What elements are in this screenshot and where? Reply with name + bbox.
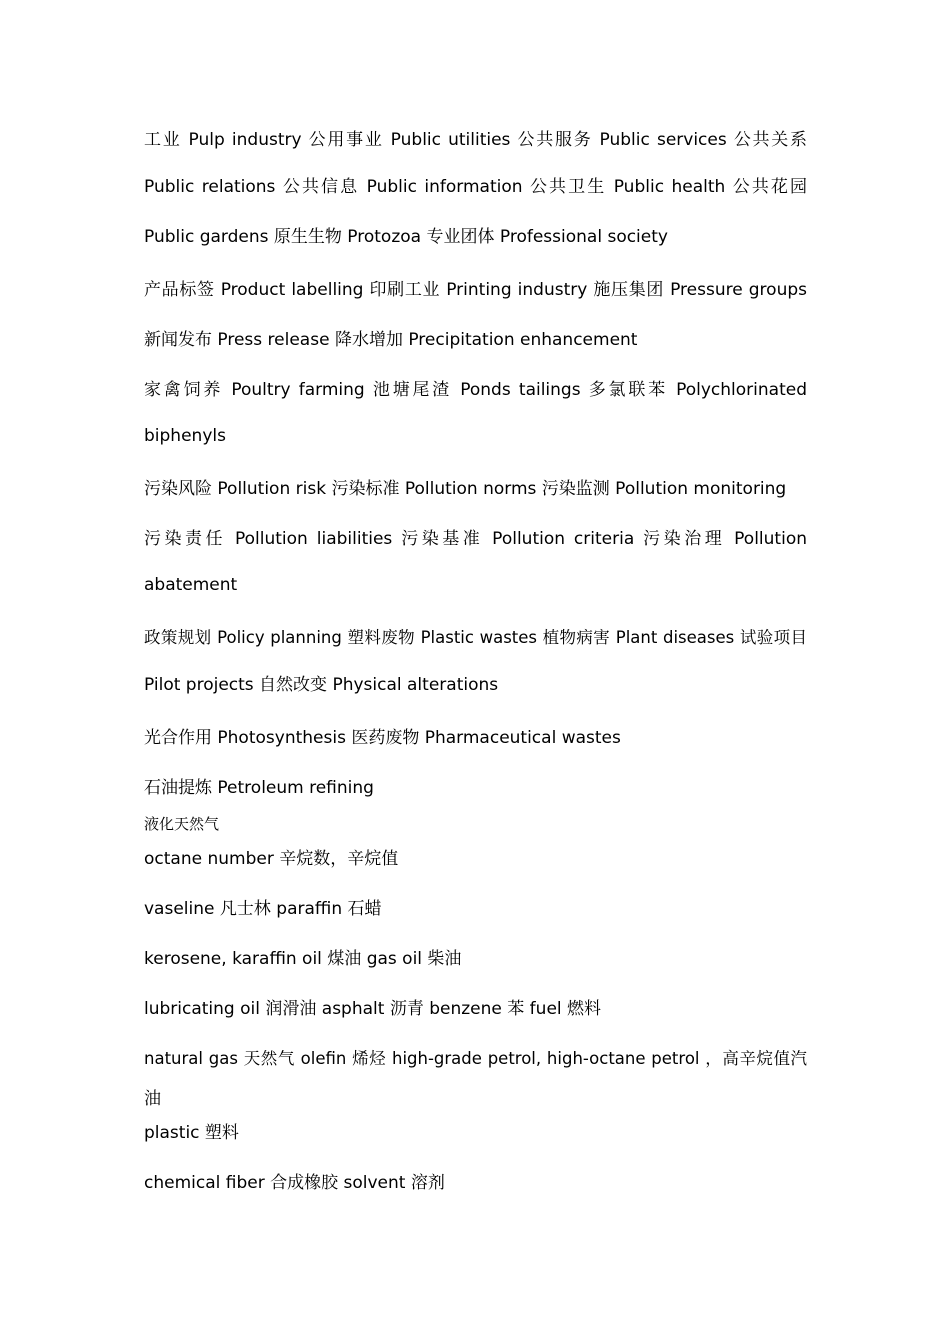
text-line: Public gardens 原生生物 Protozoa 专业团体 Professional society [144, 227, 668, 247]
text-line: kerosene, karaffin oil 煤油 gas oil 柴油 [144, 949, 462, 969]
text-line: 油 [144, 1089, 161, 1109]
text-line: biphenyls [144, 426, 226, 446]
text-line: lubricating oil 润滑油 asphalt 沥青 benzene 苯 fuel 燃料 [144, 999, 602, 1019]
text-line: chemical fiber 合成橡胶 solvent 溶剂 [144, 1173, 445, 1193]
text-line: 石油提炼 Petroleum refining [144, 778, 374, 798]
text-line: 家禽饲养 Poultry farming 池塘尾渣 Ponds tailings 多氯联苯 Polychlorinated [144, 380, 807, 400]
text-line: 污染责任 Pollution liabilities 污染基准 Pollution criteria 污染治理 Pollution [144, 529, 807, 549]
text-line: octane number 辛烷数，辛烷值 [144, 849, 399, 869]
text-line: 政策规划 Policy planning 塑料废物 Plastic wastes 植物病害 Plant diseases 试验项目 [144, 628, 807, 647]
text-line: 污染风险 Pollution risk 污染标准 Pollution norms 污染监测 Pollution monitoring [144, 479, 787, 499]
text-line: natural gas 天然气 olefin 烯烃 high-grade petrol, high-octane petrol ，高辛烷值汽 [144, 1049, 807, 1068]
text-line: 工业 Pulp industry 公用事业 Public utilities 公共服务 Public services 公共关系 [144, 130, 807, 150]
text-line: Pilot projects 自然改变 Physical alterations [144, 675, 499, 695]
text-line: 液化天然气 [144, 815, 220, 833]
text-line: 产品标签 Product labelling 印刷工业 Printing industry 施压集团 Pressure groups [144, 280, 807, 300]
text-line: abatement [144, 575, 238, 595]
text-line: plastic 塑料 [144, 1123, 239, 1143]
text-line: 新闻发布 Press release 降水增加 Precipitation enhancement [144, 330, 638, 350]
text-line: 光合作用 Photosynthesis 医药废物 Pharmaceutical wastes [144, 728, 621, 748]
text-line: Public relations 公共信息 Public information 公共卫生 Public health 公共花园 [144, 177, 807, 197]
text-line: vaseline 凡士林 paraffin 石蜡 [144, 899, 382, 919]
